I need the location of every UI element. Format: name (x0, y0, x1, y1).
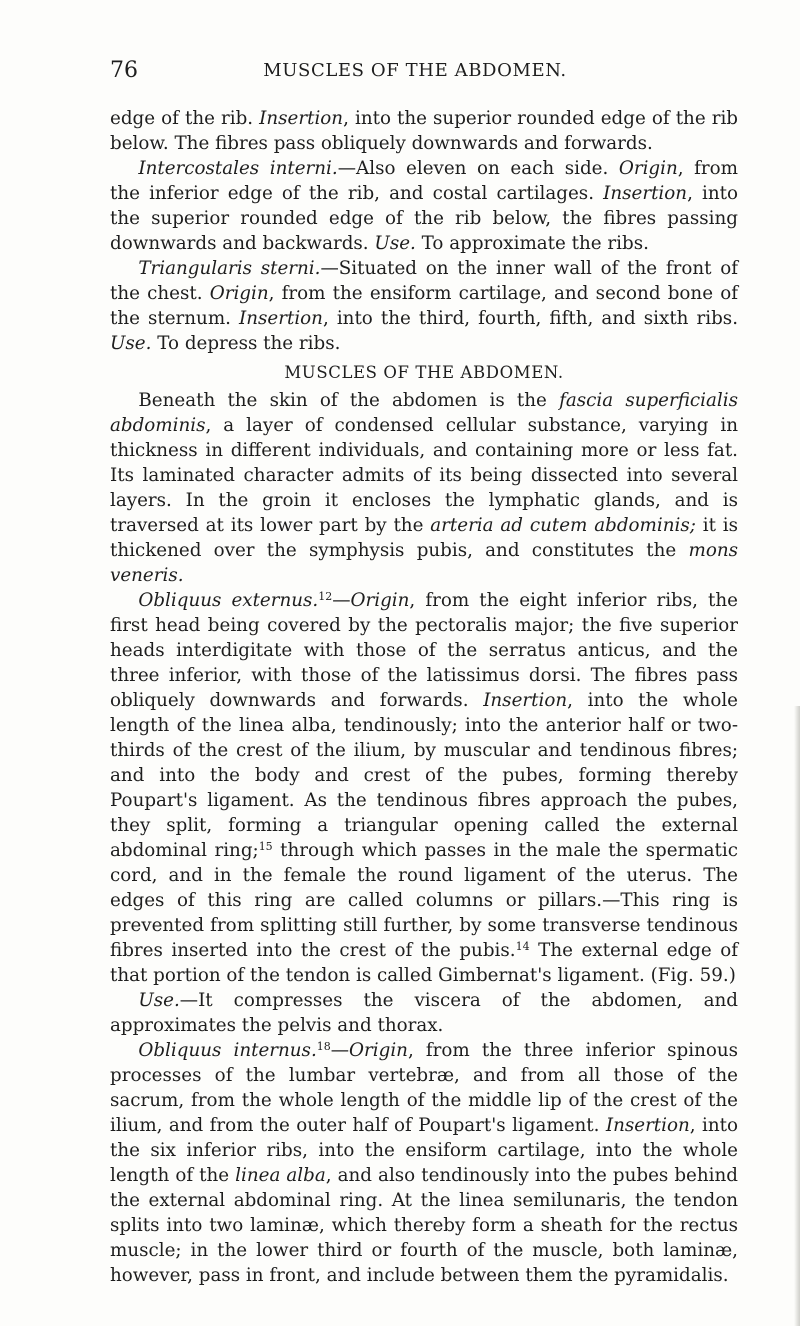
section-heading: MUSCLES OF THE ABDOMEN. (284, 363, 564, 382)
paragraph-use-externus: Use.—It compresses the viscera of the abdomen, and approximates the pelvis and thorax. (110, 990, 738, 1036)
running-head (110, 58, 720, 88)
footnote-ref: 12 (318, 590, 333, 603)
paragraph-intercostales-interni: Intercostales interni.—Also eleven on each side. Origin, from the inferior edge of the rib, and costal cartilages. Insertion, into the superior rounded edge of the rib below, the fibres passing downwards and backwards. Use. To approximate the ribs. (110, 158, 739, 254)
paragraph-fascia-superficialis: Beneath the skin of the abdomen is the fascia superficialis abdominis, a layer of condensed cellular substance, varying in thickness in different individuals, and containing more or less fat. Its laminated character admits of its being dissected into several layers. In the groin it encloses the lymphatic glands, and is traversed at its lower part by the arteria ad cutem abdominis; it is thickened over the symphysis pubis, and constitutes the mons veneris. (110, 390, 738, 586)
paragraph-rib-insertion: edge of the rib. Insertion, into the superior rounded edge of the rib below. The fibres pass obliquely downwards and forwards. (110, 108, 738, 154)
paragraph-obliquus-externus: Obliquus externus.$^{12}$—Origin, from the eight inferior ribs, the first head being covered by the pectoralis major; the five superior heads interdigitate with those of the serratus anticus, and the three inferior, with those of the latissimus dorsi. The fibres pass obliquely downwards and forwards. Insertion, into the whole length of the linea alba, tendinously; into the anterior half or two-thirds of the crest of the ilium, by muscular and tendinous fibres; and into the body and crest of the pubes, forming thereby Poupart's ligament. As the tendinous fibres approach the pubes, they split, forming a triangular opening called the external abdominal ring;$^{15}$ through which passes in the male the spermatic cord, and in the female the round ligament of the uterus. The edges of this ring are called columns or pillars.—This ring is prevented from splitting still further, by some transverse tendinous fibres inserted into the crest of the pubis.$^{14}$ The external edge of that portion of the tendon is called Gimbernat's ligament. (Fig. 59.) (110, 590, 738, 986)
footnote-ref: 14 (515, 940, 530, 953)
body-text (110, 106, 738, 1288)
paragraph-obliquus-internus: Obliquus internus.$^{18}$—Origin, from the three inferior spinous processes of the lumbar vertebræ, and from all those of the sacrum, from the whole length of the middle lip of the crest of the ilium, and from the outer half of Poupart's ligament. Insertion, into the six inferior ribs, into the ensiform cartilage, into the whole length of the linea alba, and also tendinously into the pubes behind the external abdominal ring. At the linea semilunaris, the tendon splits into two laminæ, which thereby form a sheath for the rectus muscle; in the lower third or fourth of the muscle, both laminæ, however, pass in front, and include between them the pyramidalis. (110, 1040, 739, 1286)
page-number: 76 (110, 58, 138, 83)
paragraph-triangularis-sterni: Triangularis sterni.—Situated on the inner wall of the front of the chest. Origin, from the ensiform cartilage, and second bone of the sternum. Insertion, into the third, fourth, fifth, and sixth ribs. Use. To depress the ribs. (110, 258, 738, 354)
scan-edge-shadow (794, 706, 800, 1326)
running-title: MUSCLES OF THE ABDOMEN. (263, 60, 567, 81)
footnote-ref: 18 (316, 1040, 331, 1053)
footnote-ref: 15 (258, 840, 273, 853)
